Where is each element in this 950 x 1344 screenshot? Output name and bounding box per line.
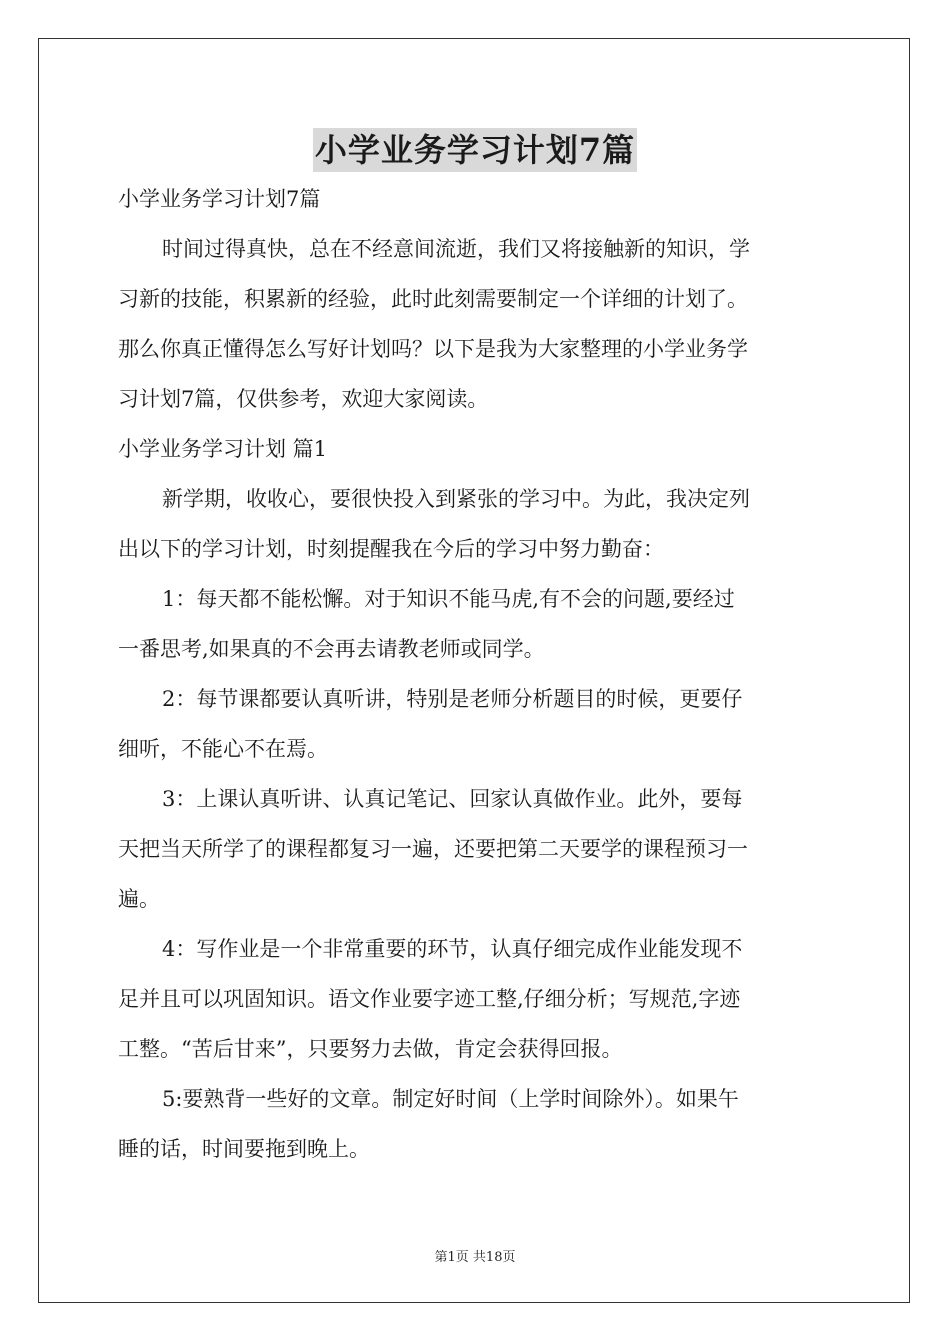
text-line: 5:要熟背一些好的文章。制定好时间（上学时间除外）。如果午 — [162, 1087, 739, 1111]
title-container — [0, 128, 950, 172]
text-line: 时间过得真快，总在不经意间流逝，我们又将接触新的知识，学 — [162, 237, 750, 261]
text-line: 4：写作业是一个非常重要的环节，认真仔细完成作业能发现不 — [162, 937, 743, 961]
text-line: 遍。 — [118, 887, 160, 911]
text-line: 那么你真正懂得怎么写好计划吗？以下是我为大家整理的小学业务学 — [118, 337, 748, 361]
text-line: 1：每天都不能松懈。对于知识不能马虎,有不会的问题,要经过 — [162, 587, 735, 611]
text-line: 新学期，收收心，要很快投入到紧张的学习中。为此，我决定列 — [162, 487, 750, 511]
text-line: 习新的技能，积累新的经验，此时此刻需要制定一个详细的计划了。 — [118, 287, 748, 311]
text-line: 3：上课认真听讲、认真记笔记、回家认真做作业。此外，要每 — [162, 787, 743, 811]
text-line: 习计划7篇，仅供参考，欢迎大家阅读。 — [118, 387, 489, 411]
text-line: 睡的话，时间要拖到晚上。 — [118, 1137, 370, 1161]
text-line: 工整。“苦后甘来”，只要努力去做，肯定会获得回报。 — [118, 1037, 623, 1061]
text-line: 细听，不能心不在焉。 — [118, 737, 328, 761]
text-line: 出以下的学习计划，时刻提醒我在今后的学习中努力勤奋： — [118, 537, 664, 561]
text-line: 小学业务学习计划7篇 — [118, 187, 321, 211]
text-line: 一番思考,如果真的不会再去请教老师或同学。 — [118, 637, 545, 661]
text-line: 2：每节课都要认真听讲，特别是老师分析题目的时候，更要仔 — [162, 687, 743, 711]
document-title: 小学业务学习计划7篇 — [313, 128, 637, 172]
document-body — [118, 182, 834, 1182]
text-line: 小学业务学习计划 篇1 — [118, 437, 328, 461]
page-footer: 第1页 共18页 — [434, 1250, 516, 1265]
text-line: 足并且可以巩固知识。语文作业要字迹工整,仔细分析；写规范,字迹 — [118, 987, 741, 1011]
text-line: 天把当天所学了的课程都复习一遍，还要把第二天要学的课程预习一 — [118, 837, 748, 861]
